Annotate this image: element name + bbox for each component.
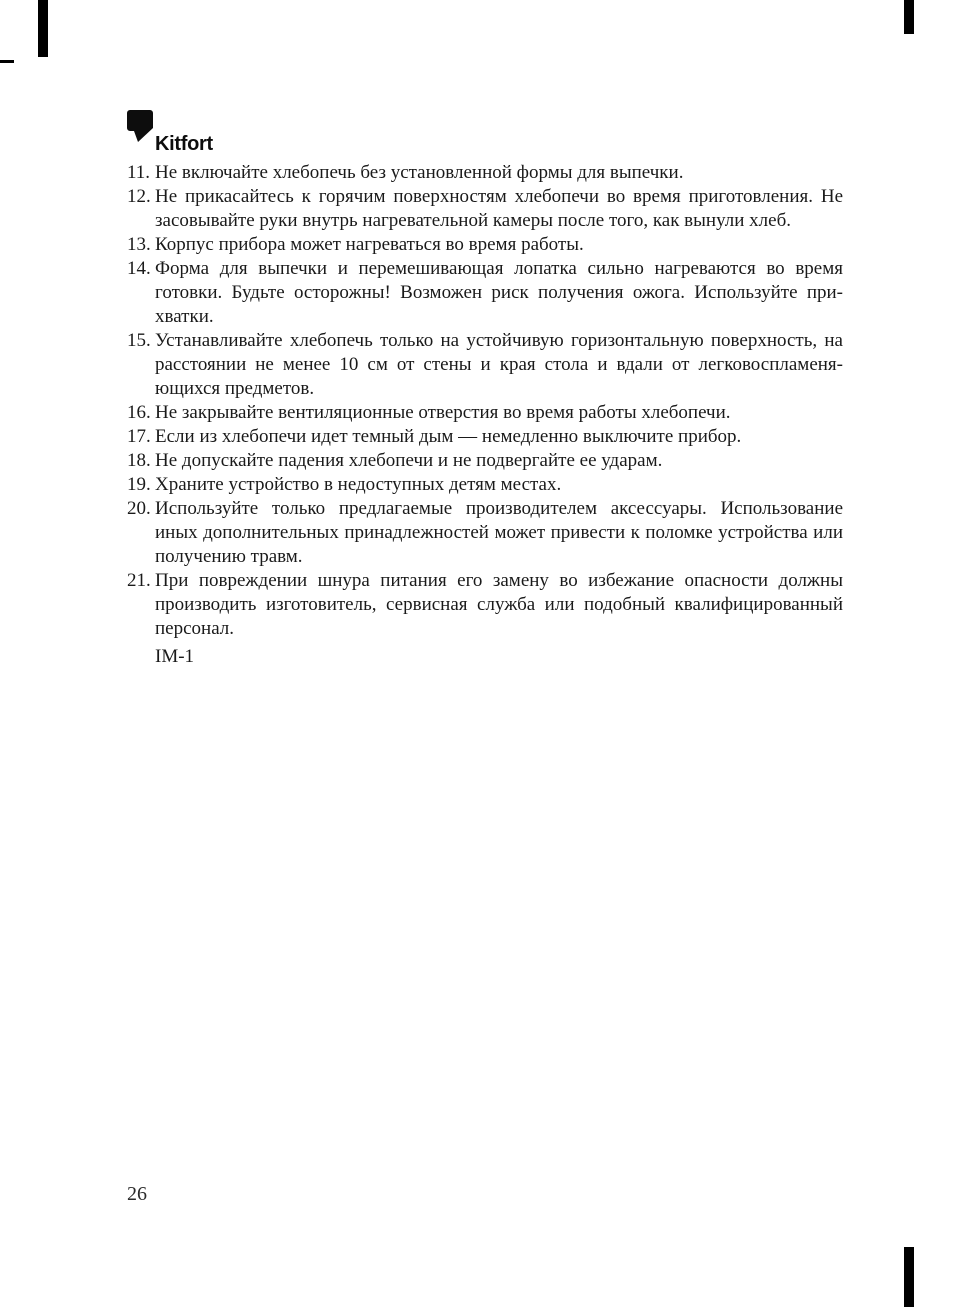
list-item	[127, 497, 843, 569]
list-item-text: Устанавливайте хлебопечь только на устойчивую горизонтальную поверхность, на расстоянии не менее 10 см от стены и края стола и вдали от легковоспламеняющихся предметов.	[155, 330, 843, 399]
list-item	[127, 473, 843, 497]
list-item-number: 16.	[127, 402, 151, 423]
list-item-text: Используйте только предлагаемые производителем аксессуары. Использование иных дополнительных принадлежностей может привести к поломке устройства или получению травм.	[155, 498, 843, 567]
page-number: 26	[127, 1183, 147, 1205]
list-item	[127, 233, 843, 257]
list-item	[127, 329, 843, 401]
list-item-number: 20.	[127, 498, 151, 519]
list-item-text: Если из хлебопечи идет темный дым — немедленно выключите прибор.	[155, 426, 742, 447]
document-code: IM-1	[155, 646, 195, 667]
list-item	[127, 185, 843, 233]
list-item	[127, 425, 843, 449]
list-item-text: Не закрывайте вентиляционные отверстия во время работы хлебопечи.	[155, 402, 731, 423]
list-item-number: 17.	[127, 426, 151, 447]
instruction-list	[127, 161, 843, 641]
kitfort-logo-icon	[127, 110, 153, 142]
brand-name: Kitfort	[155, 133, 213, 155]
list-item	[127, 449, 843, 473]
list-item-number: 13.	[127, 234, 151, 255]
list-item-text: Не прикасайтесь к горячим поверхностям хлебопечи во время приготовления. Не засовывайте руки внутрь нагревательной камеры после того, как вынули хлеб.	[155, 186, 843, 231]
list-item-number: 12.	[127, 186, 151, 207]
list-item-number: 11.	[127, 162, 151, 183]
list-item-number: 15.	[127, 330, 151, 351]
list-item-text: Храните устройство в недоступных детям местах.	[155, 474, 562, 495]
crop-mark-top-left-tick	[0, 60, 14, 63]
list-item-text: При повреждении шнура питания его замену во избежание опасности должны производить изготовитель, сервисная служба или подобный квалифицированный персонал.	[155, 570, 843, 639]
list-item-number: 14.	[127, 258, 151, 279]
list-item-text: Не включайте хлебопечь без установленной формы для выпечки.	[155, 162, 684, 183]
list-item-text: Не допускайте падения хлебопечи и не подвергайте ее ударам.	[155, 450, 663, 471]
list-item-number: 19.	[127, 474, 151, 495]
crop-mark-top-left-bar	[38, 0, 48, 57]
crop-mark-bottom-right-bar	[904, 1247, 914, 1307]
list-item-number: 21.	[127, 570, 151, 591]
list-item-text: Корпус прибора может нагреваться во время работы.	[155, 234, 584, 255]
crop-mark-top-right-bar	[904, 0, 914, 34]
list-item-number: 18.	[127, 450, 151, 471]
list-item-text: Форма для выпечки и перемешивающая лопатка сильно нагреваются во время готовки. Будьте осторожны! Возможен риск получения ожога. Используйте прихватки.	[155, 258, 843, 327]
list-item	[127, 401, 843, 425]
list-item	[127, 569, 843, 641]
list-item	[127, 257, 843, 329]
list-item	[127, 161, 843, 185]
